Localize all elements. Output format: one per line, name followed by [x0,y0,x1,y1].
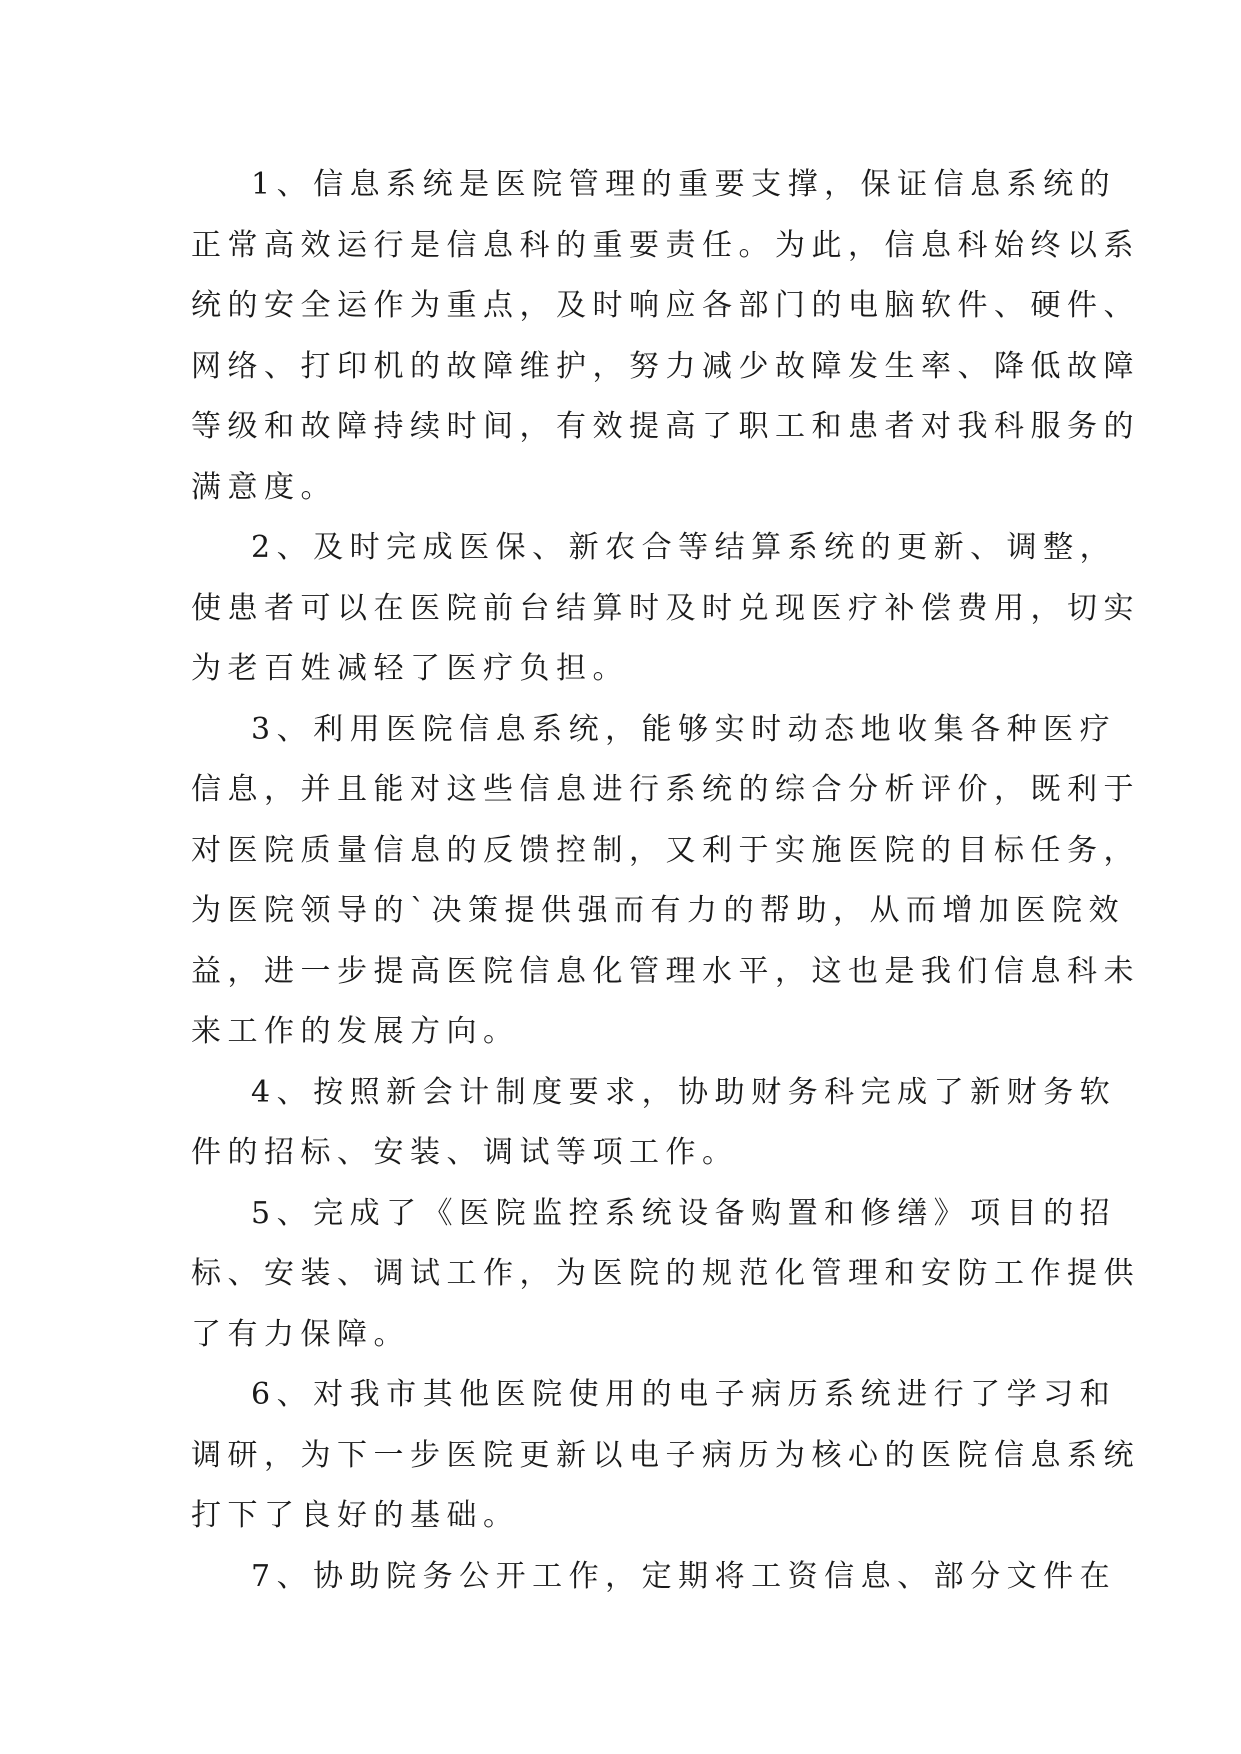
paragraph-line: 等级和故障持续时间，有效提高了职工和患者对我科服务的 [191,409,1140,444]
paragraph-line: 来工作的发展方向。 [191,1014,520,1049]
paragraph-line: 了有力保障。 [191,1316,410,1352]
paragraph-5 [191,1184,1140,1366]
document-body [191,155,1140,1607]
paragraph-line: 3、利用医院信息系统，能够实时动态地收集各种医疗 [251,711,1117,747]
paragraph-line: 为老百姓减轻了医疗负担。 [191,651,629,686]
paragraph-line: 件的招标、安装、调试等项工作。 [191,1135,739,1170]
paragraph-line: 正常高效运行是信息科的重要责任。为此，信息科始终以系 [191,227,1140,263]
paragraph-7 [191,1547,1117,1608]
paragraph-6 [191,1365,1140,1547]
paragraph-line: 统的安全运作为重点，及时响应各部门的电脑软件、硬件、 [191,288,1140,323]
paragraph-line: 6、对我市其他医院使用的电子病历系统进行了学习和 [251,1377,1117,1412]
paragraph-line: 对医院质量信息的反馈控制，又利于实施医院的目标任务， [191,832,1140,868]
paragraph-line: 打下了良好的基础。 [191,1498,520,1533]
paragraph-line: 7、协助院务公开工作，定期将工资信息、部分文件在 [251,1558,1117,1594]
paragraph-2 [191,518,1140,700]
paragraph-line: 标、安装、调试工作，为医院的规范化管理和安防工作提供 [191,1256,1140,1291]
paragraph-1 [191,155,1140,518]
paragraph-line: 1、信息系统是医院管理的重要支撑，保证信息系统的 [251,167,1117,202]
paragraph-line: 信息，并且能对这些信息进行系统的综合分析评价，既利于 [191,772,1140,807]
paragraph-line: 为医院领导的`决策提供强而有力的帮助，从而增加医院效 [191,893,1125,928]
paragraph-line: 调研，为下一步医院更新以电子病历为核心的医院信息系统 [191,1437,1140,1473]
paragraph-line: 益，进一步提高医院信息化管理水平，这也是我们信息科未 [191,953,1140,989]
paragraph-line: 满意度。 [191,469,337,505]
paragraph-line: 2、及时完成医保、新农合等结算系统的更新、调整， [251,530,1117,565]
paragraph-3 [191,700,1140,1063]
paragraph-line: 4、按照新会计制度要求，协助财务科完成了新财务软 [251,1074,1117,1110]
paragraph-4 [191,1063,1117,1184]
paragraph-line: 5、完成了《医院监控系统设备购置和修缮》项目的招 [251,1195,1117,1231]
paragraph-line: 网络、打印机的故障维护，努力减少故障发生率、降低故障 [191,348,1140,384]
paragraph-line: 使患者可以在医院前台结算时及时兑现医疗补偿费用，切实 [191,590,1140,626]
